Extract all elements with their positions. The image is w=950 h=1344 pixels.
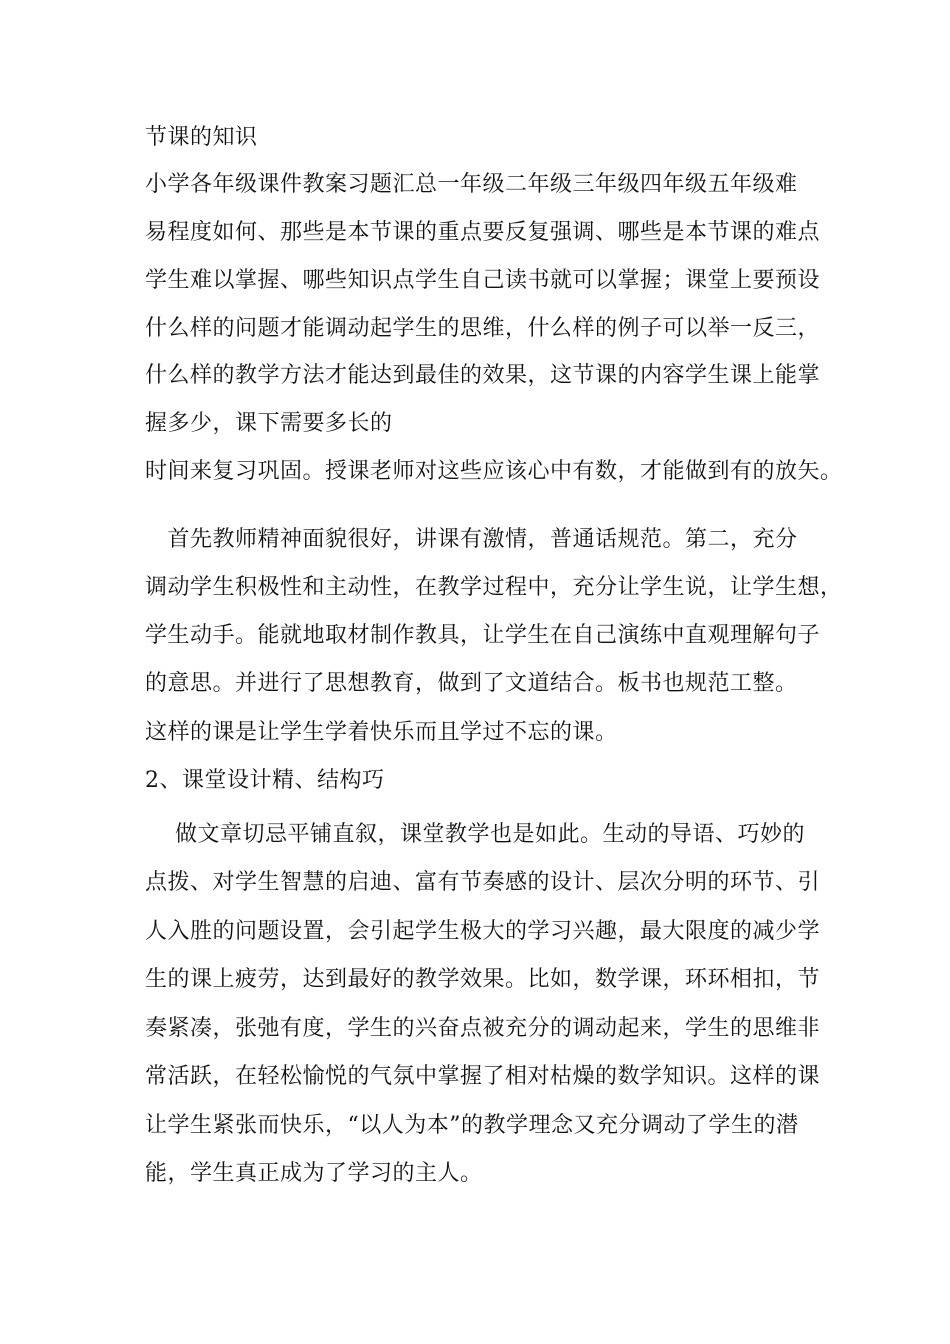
text-line-11: 学生动手。能就地取材制作教具，让学生在自己演练中直观理解句子 [145,623,821,648]
text-line-21: 让学生紧张而快乐，“以人为本”的教学理念又充分调动了学生的潜 [145,1113,799,1138]
section-heading: 2、课堂设计精、结构巧 [145,768,385,793]
text-line-18: 生的课上疲劳，达到最好的教学效果。比如，数学课，环环相扣，节 [145,967,821,992]
text-line-1: 节课的知识 [145,125,258,150]
text-line-7: 握多少，课下需要多长的 [145,411,393,436]
text-line-3: 易程度如何、那些是本节课的重点要反复强调、哪些是本节课的难点 [145,220,821,245]
text-line-10: 调动学生积极性和主动性，在教学过程中，充分让学生说，让学生想， [145,575,843,600]
text-line-8: 时间来复习巩固。授课老师对这些应该心中有数，才能做到有的放矢。 [145,459,843,484]
text-line-13: 这样的课是让学生学着快乐而且学过不忘的课。 [145,720,618,745]
text-line-12: 的意思。并进行了思想教育，做到了文道结合。板书也规范工整。 [145,671,798,696]
text-line-5: 什么样的问题才能调动起学生的思维，什么样的例子可以举一反三， [145,316,821,341]
text-line-15: 做文章切忌平铺直叙，课堂教学也是如此。生动的导语、巧妙的 [145,822,805,847]
text-line-16: 点拨、对学生智慧的启迪、富有节奏感的设计、层次分明的环节、引 [145,870,821,895]
text-line-22: 能，学生真正成为了学习的主人。 [145,1161,483,1186]
text-line-2: 小学各年级课件教案习题汇总一年级二年级三年级四年级五年级难 [145,172,798,197]
text-line-17: 人入胜的问题设置，会引起学生极大的学习兴趣，最大限度的减少学 [145,919,821,944]
text-line-9: 首先教师精神面貌很好，讲课有激情，普通话规范。第二，充分 [145,527,798,552]
text-line-4: 学生难以掌握、哪些知识点学生自己读书就可以掌握；课堂上要预设 [145,268,821,293]
text-line-19: 奏紧凑，张弛有度，学生的兴奋点被充分的调动起来，学生的思维非 [145,1016,821,1041]
text-line-6: 什么样的教学方法才能达到最佳的效果，这节课的内容学生课上能掌 [145,363,821,388]
text-line-20: 常活跃，在轻松愉悦的气氛中掌握了相对枯燥的数学知识。这样的课 [145,1064,821,1089]
